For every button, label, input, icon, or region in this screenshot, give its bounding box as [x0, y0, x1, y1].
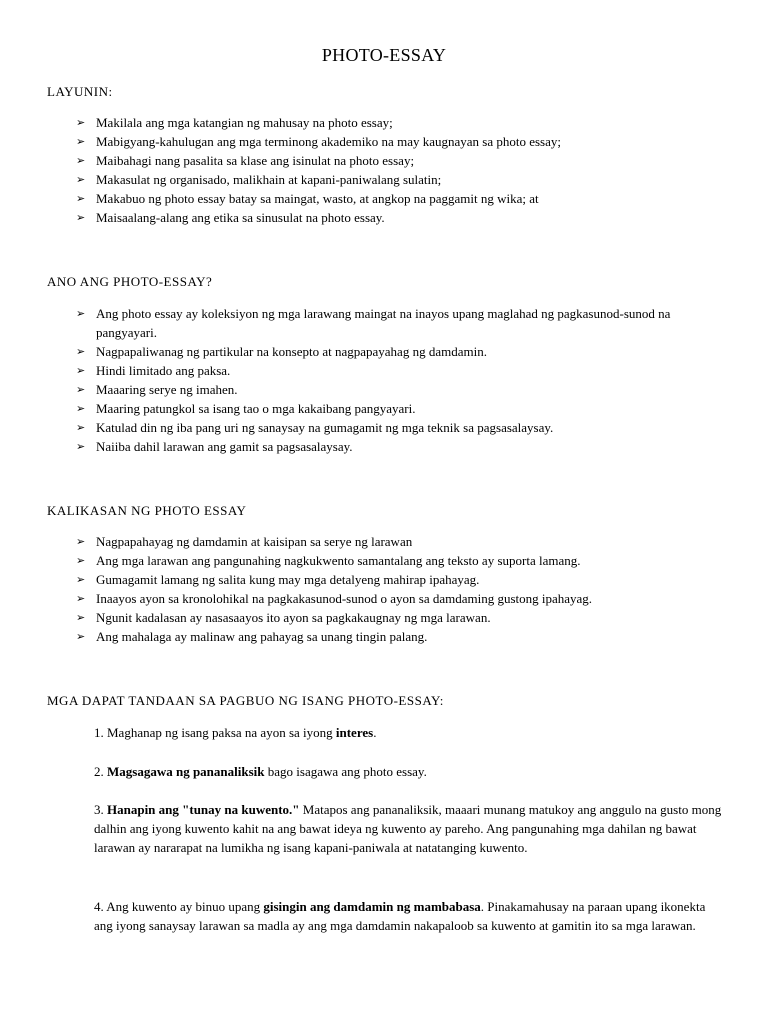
- reminder-item-4: 4. Ang kuwento ay binuo upang gisingin ang damdamin ng mambabasa. Pinakamahusay na paraan upang ikonekta ang iyong sanaysay larawan sa madla ay ang mga damdamin nakapaloob sa kuwento at gamitin ito sa mga larawan.: [94, 899, 706, 933]
- list-item: ➢ Makabuo ng photo essay batay sa maingat, wasto, at angkop na paggamit ng wika; at: [76, 191, 539, 206]
- list-item: ➢ Gumagamit lamang ng salita kung may mga detalyeng mahirap ipahayag.: [76, 572, 480, 587]
- list-item: ➢ Nagpapahayag ng damdamin at kaisipan sa serye ng larawan: [76, 534, 413, 549]
- list-item: ➢ Nagpapaliwanag ng partikular na konsepto at nagpapayahag ng damdamin.: [76, 344, 487, 359]
- page-title: PHOTO-ESSAY: [321, 45, 447, 65]
- arrow-bullet-icon: ➢: [76, 554, 86, 567]
- list-item: ➢ Ngunit kadalasan ay nasasaayos ito ayon sa pagkakaugnay ng mga larawan.: [76, 610, 491, 625]
- list-item: ➢ Mabigyang-kahulugan ang mga terminong akademiko na may kaugnayan sa photo essay;: [76, 134, 561, 149]
- list-item: ➢ Maaaring serye ng imahen.: [76, 382, 238, 397]
- arrow-bullet-icon: ➢: [76, 364, 86, 377]
- reminder-item-3: 3. Hanapin ang "tunay na kuwento." Matapos ang pananaliksik, maaari munang matukoy ang anggulo na gusto mong dalhin ang iyong kuwento kahit na ang bawat ideya ng kuwento ay pareho. Ang pangunahing mga dahilan ng bawat larawan ay nararapat na lumikha ng isang kapani-paniwala at natatanging kuwento.: [94, 802, 722, 855]
- arrow-bullet-icon: ➢: [76, 630, 86, 643]
- arrow-bullet-icon: ➢: [76, 592, 86, 605]
- list-item: ➢ Ang mahalaga ay malinaw ang pahayag sa unang tingin palang.: [76, 629, 428, 644]
- arrow-bullet-icon: ➢: [76, 116, 86, 129]
- list-item: ➢ Inaayos ayon sa kronolohikal na pagkakasunod-sunod o ayon sa damdaming gustong ipahayag.: [76, 591, 593, 606]
- layunin-list: [76, 113, 726, 227]
- arrow-bullet-icon: ➢: [76, 383, 86, 396]
- list-item: ➢ Ang mga larawan ang pangunahing nagkukwento samantalang ang teksto ay suporta lamang.: [76, 553, 581, 568]
- arrow-bullet-icon: ➢: [76, 307, 86, 320]
- ano-ang-photo-essay-list: [76, 304, 726, 456]
- list-item: ➢ Naiiba dahil larawan ang gamit sa pagsasalaysay.: [76, 439, 353, 454]
- list-item: ➢ Maaring patungkol sa isang tao o mga kakaibang pangyayari.: [76, 401, 416, 416]
- arrow-bullet-icon: ➢: [76, 440, 86, 453]
- reminder-item-2: 2. Magsagawa ng pananaliksik bago isagawa ang photo essay.: [94, 764, 427, 779]
- arrow-bullet-icon: ➢: [76, 192, 86, 205]
- arrow-bullet-icon: ➢: [76, 345, 86, 358]
- section-heading-kalikasan: KALIKASAN NG PHOTO ESSAY: [47, 503, 247, 518]
- section-heading-layunin: LAYUNIN:: [47, 84, 113, 99]
- list-item: ➢ Hindi limitado ang paksa.: [76, 363, 231, 378]
- kalikasan-list: [76, 532, 726, 646]
- list-item: ➢ Makasulat ng organisado, malikhain at kapani-paniwalang sulatin;: [76, 172, 442, 187]
- arrow-bullet-icon: ➢: [76, 402, 86, 415]
- section-heading-mga-dapat-tandaan: MGA DAPAT TANDAAN SA PAGBUO NG ISANG PHOTO-ESSAY:: [47, 693, 444, 708]
- arrow-bullet-icon: ➢: [76, 135, 86, 148]
- arrow-bullet-icon: ➢: [76, 211, 86, 224]
- arrow-bullet-icon: ➢: [76, 573, 86, 586]
- list-item: ➢ Maisaalang-alang ang etika sa sinusulat na photo essay.: [76, 210, 385, 225]
- arrow-bullet-icon: ➢: [76, 154, 86, 167]
- reminder-item-1: 1. Maghanap ng isang paksa na ayon sa iyong interes.: [94, 725, 377, 740]
- list-item: ➢ Katulad din ng iba pang uri ng sanaysay na gumagamit ng mga teknik sa pagsasalaysay.: [76, 420, 554, 435]
- arrow-bullet-icon: ➢: [76, 173, 86, 186]
- arrow-bullet-icon: ➢: [76, 421, 86, 434]
- section-heading-ano-ang-photo-essay: ANO ANG PHOTO-ESSAY?: [47, 274, 213, 289]
- arrow-bullet-icon: ➢: [76, 535, 86, 548]
- list-item: ➢ Maibahagi nang pasalita sa klase ang isinulat na photo essay;: [76, 153, 415, 168]
- list-item: ➢ Ang photo essay ay koleksiyon ng mga larawang maingat na inayos upang maglahad ng pagkasunod-sunod na pangyayari.: [76, 306, 671, 340]
- list-item: ➢ Makilala ang mga katangian ng mahusay na photo essay;: [76, 115, 393, 130]
- arrow-bullet-icon: ➢: [76, 611, 86, 624]
